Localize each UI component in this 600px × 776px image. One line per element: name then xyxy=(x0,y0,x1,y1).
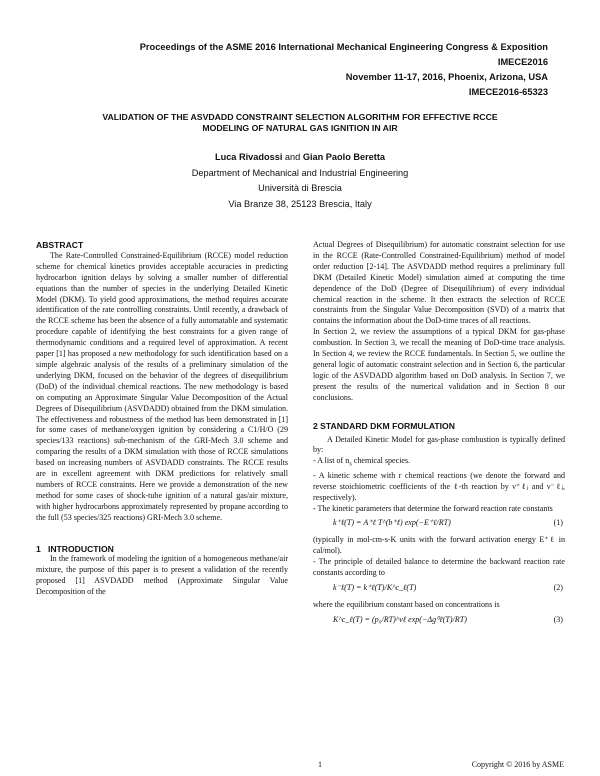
author-block xyxy=(40,150,560,212)
paper-title-line1: VALIDATION OF THE ASVDADD CONSTRAINT SELECTION ALGORITHM FOR EFFECTIVE RCCE xyxy=(102,112,498,122)
paper-title xyxy=(40,112,560,134)
equation-3-formula: K^c_ℓ(T) = (p₀/RT)^νℓ exp(−Δg⁰ℓ(T)/RT) xyxy=(333,614,467,624)
equation-2-formula: k⁻ℓ(T) = k⁺ℓ(T)/K^c_ℓ(T) xyxy=(333,583,417,593)
dkm-item-detailed-balance: - The principle of detailed balance to determine the backward reaction rate constants according to xyxy=(313,557,565,578)
equation-2-note: where the equilibrium constant based on concentrations is xyxy=(313,600,500,610)
equation-3-number: (3) xyxy=(553,614,563,624)
dkm-item-species-end: chemical species. xyxy=(351,456,411,466)
author-conjunction: and xyxy=(282,152,303,162)
affiliation-dept: Department of Mechanical and Industrial Engineering xyxy=(191,167,409,178)
intro-heading xyxy=(36,544,288,555)
proceedings-title: Proceedings of the ASME 2016 International Mechanical Engineering Congress & Exposition xyxy=(139,42,548,52)
dkm-item-kinetic-params: - The kinetic parameters that determine the forward reaction rate constants xyxy=(313,503,553,513)
author-1: Luca Rivadossi xyxy=(214,152,283,162)
right-column xyxy=(313,240,565,632)
equation-3 xyxy=(313,613,565,629)
affiliation-address: Via Branze 38, 25123 Brescia, Italy xyxy=(228,198,372,209)
intro-text: In the framework of modeling the ignition of a homogeneous methane/air mixture, the purpose of this paper is to present a validation of the recently proposed [1] ASVDADD method (Approximate Singular Value Decomposition of the xyxy=(36,554,288,597)
equation-2-number: (2) xyxy=(553,583,563,593)
intro-heading-number: 1 xyxy=(36,543,41,554)
equation-1-formula: k⁺ℓ(T) = A⁺ℓ T^(b⁺ℓ) exp(−E⁺ℓ/RT) xyxy=(333,518,451,528)
section-outline-text: In Section 2, we review the assumptions of a typical DKM for gas-phase combustion. In Section 3, we recall the meaning of DoD-time trace analysis. In Section 4, we review the RCCE fundamentals. In Section 5, we outline the general logic of automatic constraint selection and in Section 6, the particular logic of the ASVDADD algorithm based on DoD analysis. In Section 7, we present the results of the numerical validation and in Section 8 our conclusions. xyxy=(313,327,565,402)
affiliation-university: Università di Brescia xyxy=(258,183,342,193)
conference-code: IMECE2016 xyxy=(497,57,548,67)
left-column xyxy=(36,240,288,598)
paper-number: IMECE2016-65323 xyxy=(468,87,548,97)
abstract-heading: ABSTRACT xyxy=(36,240,84,250)
dkm-item-species-sub: s xyxy=(349,460,352,468)
author-2: Gian Paolo Beretta xyxy=(302,152,386,162)
page-number: 1 xyxy=(318,760,322,769)
section2-intro: A Detailed Kinetic Model for gas-phase combustion is typically defined by: xyxy=(313,434,565,455)
equation-1-number: (1) xyxy=(553,518,563,528)
abstract-text: The Rate-Controlled Constrained-Equilibrium (RCCE) model reduction scheme for chemical kinetics provides acceptable accuracies in predicting hydrocarbon ignition delays by solving a smaller number of differential equations than the number of species in the underlying Detailed Kinetic Model (DKM). To yield good approximations, the method requires accurate identification of the rate controlling constraints. Until recently, a drawback of the RCCE scheme has been the absence of a fully automatable and systematic procedure capable of identifying the best constraints for a given range of thermodynamic conditions and a required level of approximation. A recent paper [1] has proposed a new methodology for such identification based on a simple algebraic analysis of the results of a preliminary simulation of the underlying DKM, focused on the behavior of the degrees of disequilibrium (DoD) of the individual chemical reactions. The new methodology is based on computing an Approximate Singular Value Decomposition of the Actual Degrees of Disequilibrium (ASVDADD) obtained from the DKM simulation. The effectiveness and robustness of the method has been demonstrated in [1] for some cases of methane/oxygen ignition by considering a C1/H/O (29 species/133 reactions) sub-mechanism of the GRI-Mech 3.0 scheme and comparing the results of a DKM simulation with those of RCCE simulations based on increasing numbers of ASVDADD constraints. The RCCE results are in excellent agreement with DKM predictions for relatively small numbers of RCCE constraints. Here we provide a demonstration of the new method for some cases of shock-tube ignition of a natural gas/air mixture, with higher hydrocarbons approximately represented by propane according to the full (53 species/325 reactions) GRI-Mech 3.0 scheme. xyxy=(36,250,288,522)
equation-1 xyxy=(313,516,565,532)
copyright-notice: Copyright © 2016 by ASME xyxy=(471,760,564,769)
dkm-item-species xyxy=(313,456,565,471)
dkm-item-species-text: - A list of n xyxy=(313,456,350,466)
equation-1-note: (typically in mol-cm-s-K units with the forward activation energy E⁺ℓ in cal/mol). xyxy=(313,535,565,556)
intro-heading-text: INTRODUCTION xyxy=(47,543,114,554)
equation-2 xyxy=(313,581,565,597)
conference-dates: November 11-17, 2016, Phoenix, Arizona, USA xyxy=(345,72,548,82)
section2-heading: 2 STANDARD DKM FORMULATION xyxy=(313,420,455,431)
paper-title-line2: MODELING OF NATURAL GAS IGNITION IN AIR xyxy=(202,123,398,133)
intro-continued-text: Actual Degrees of Disequilibrium) for automatic constraint selection for use in the RCCE (Rate-Controlled Constrained-Equilibrium) method of model order reduction [2-14]. The ASVDADD method requires a preliminary full DKM (Detailed Kinetic Model) simulation aimed at computing the time dependence of the DoD (Degree of Disequilibrium) of every individual chemical reaction in the scheme. It then extracts the selection of RCCE constraints from the Singular Value Decomposition (SVD) of a matrix that contains the information about the DoD-time traces of all reactions. xyxy=(313,240,565,326)
dkm-item-scheme: - A kinetic scheme with r chemical reactions (we denote the forward and reverse stoichiometric coefficients of the ℓ-th reaction by ν⁺ℓⱼ and ν⁻ℓⱼ, respectively). xyxy=(313,470,565,502)
author-names xyxy=(40,150,560,166)
